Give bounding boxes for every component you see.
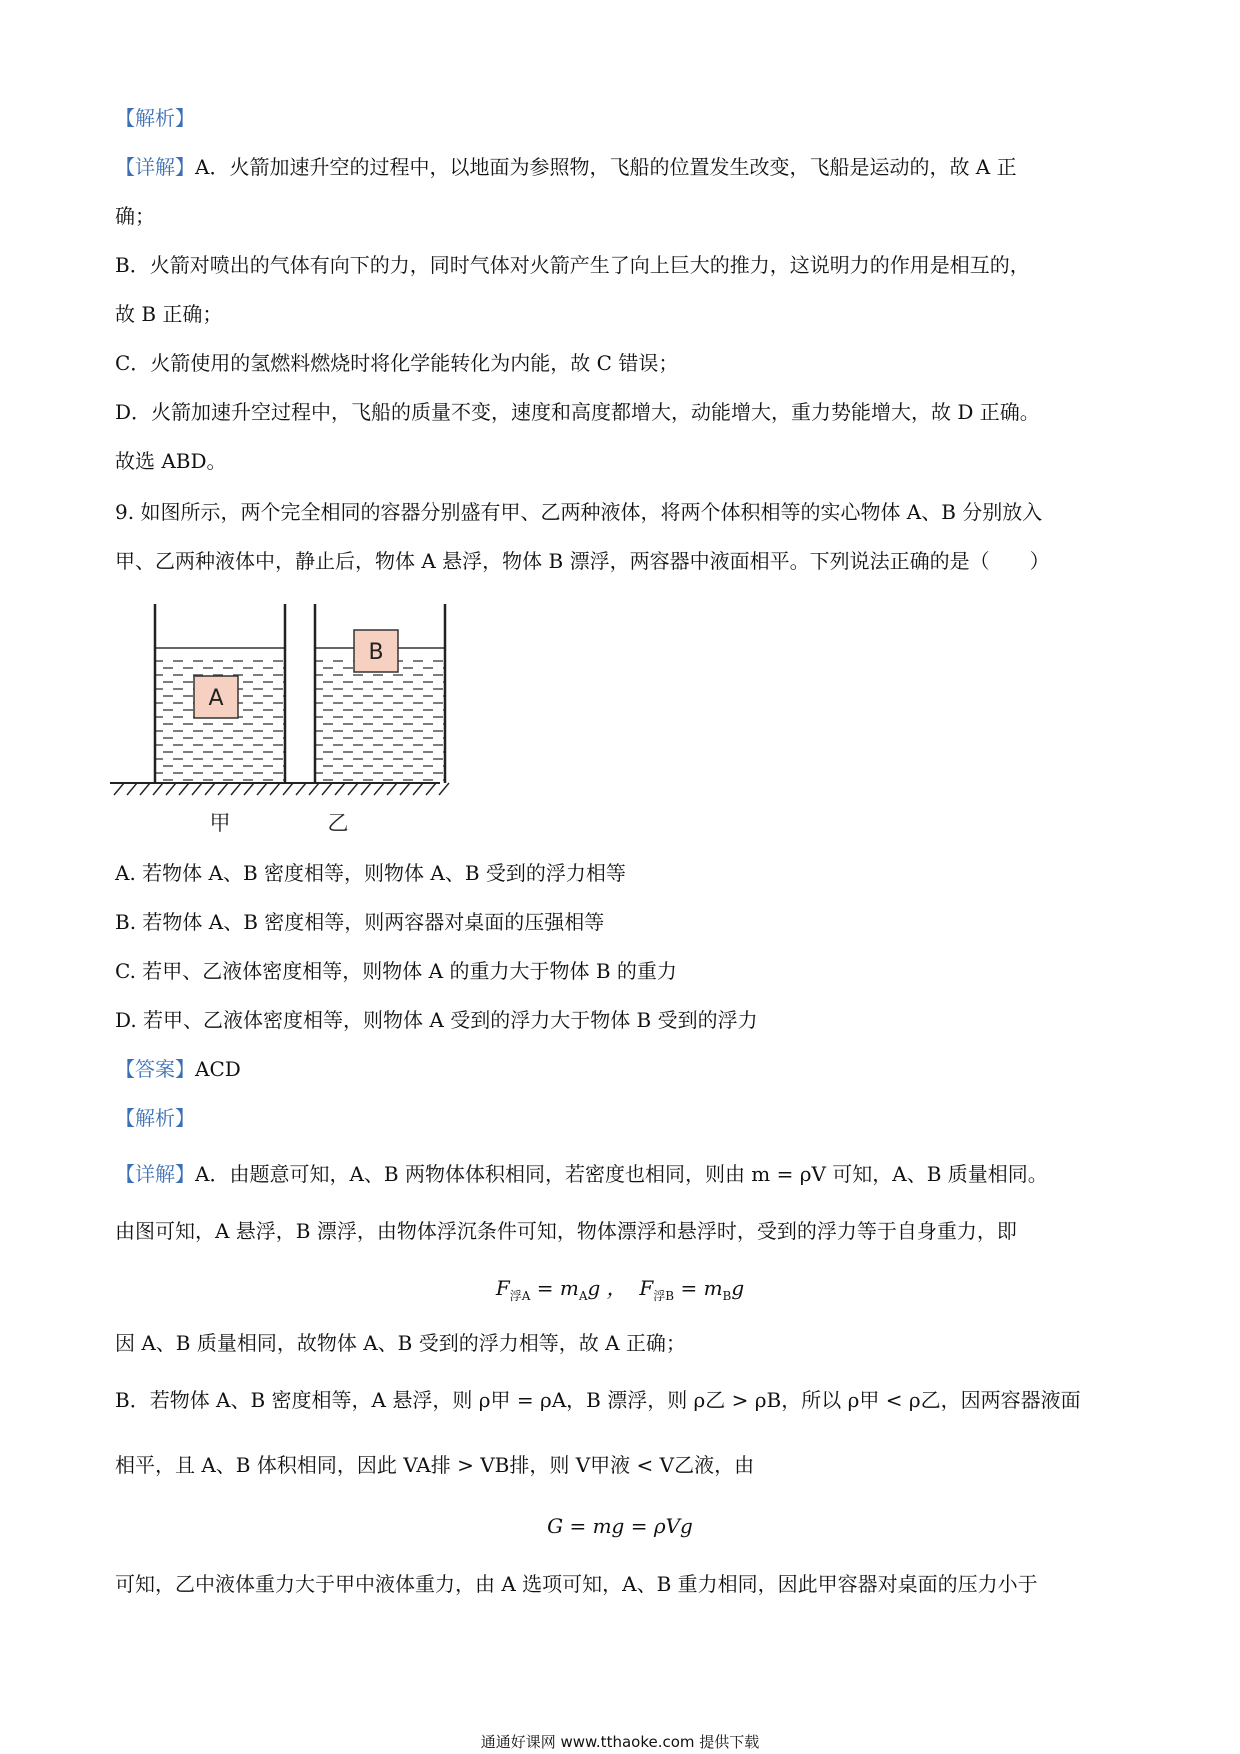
option-d: D. 若甲、乙液体密度相等，则物体 A 受到的浮力大于物体 B 受到的浮力 bbox=[115, 1008, 758, 1032]
detail-tag: 【详解】 bbox=[115, 155, 195, 179]
choose-line: 故选 ABD。 bbox=[115, 449, 227, 473]
containers-figure bbox=[110, 598, 490, 838]
detail-a-text: A．火箭加速升空的过程中，以地面为参照物，飞船的位置发生改变，飞船是运动的，故 A 正 bbox=[195, 155, 1017, 179]
detail-d-line: D．火箭加速升空过程中，飞船的质量不变，速度和高度都增大，动能增大，重力势能增大，故 D 正确。 bbox=[115, 400, 1040, 424]
formula-m-sub: A bbox=[578, 1289, 588, 1303]
detail-line-1 bbox=[115, 1160, 1048, 1188]
detail-a-line-2: 确； bbox=[115, 204, 155, 228]
answer-value: ACD bbox=[195, 1057, 241, 1081]
detail-text-1: A．由题意可知，A、B 两物体体积相同，若密度也相同，则由 m = ρV 可知，A、B 质量相同。 bbox=[195, 1162, 1048, 1186]
formula-f2-sub: 浮B bbox=[653, 1289, 675, 1303]
block-b-label: B bbox=[368, 640, 384, 665]
detail-c-line: C．火箭使用的氢燃料燃烧时将化学能转化为内能，故 C 错误； bbox=[115, 351, 679, 375]
label-yi: 乙 bbox=[327, 811, 349, 835]
formula-f2: F bbox=[639, 1276, 654, 1300]
block-a-label: A bbox=[208, 686, 224, 711]
analysis-tag-q9: 【解析】 bbox=[115, 1106, 195, 1130]
hatch-mark bbox=[270, 783, 280, 795]
analysis-tag: 【解析】 bbox=[115, 106, 195, 130]
hatch-mark bbox=[335, 783, 345, 795]
formula-f-sub: 浮A bbox=[509, 1289, 531, 1303]
hatch-mark bbox=[231, 783, 241, 795]
formula-buoyancy bbox=[0, 1273, 1240, 1311]
detail-b-line-2: 故 B 正确； bbox=[115, 302, 223, 326]
detail-a-line-1 bbox=[115, 153, 1017, 181]
block-a bbox=[194, 676, 238, 718]
hatch-mark bbox=[218, 783, 228, 795]
hatch-mark bbox=[166, 783, 176, 795]
hatch-mark bbox=[244, 783, 254, 795]
answer-line bbox=[115, 1055, 241, 1083]
hatch-mark bbox=[413, 783, 423, 795]
block-b bbox=[354, 630, 398, 672]
label-jia: 甲 bbox=[209, 811, 231, 835]
hatch-mark bbox=[296, 783, 306, 795]
detail-line-3: 因 A、B 质量相同，故物体 A、B 受到的浮力相等，故 A 正确； bbox=[115, 1331, 686, 1355]
hatch-mark bbox=[153, 783, 163, 795]
formula-m2-sub: B bbox=[722, 1289, 732, 1303]
option-a: A. 若物体 A、B 密度相等，则物体 A、B 受到的浮力相等 bbox=[115, 861, 626, 885]
formula-g2: g bbox=[731, 1276, 745, 1300]
question-stem-line-1: 9. 如图所示，两个完全相同的容器分别盛有甲、乙两种液体，将两个体积相等的实心物体 A、B 分别放入 bbox=[115, 500, 1043, 524]
formula-g: g ， bbox=[587, 1276, 627, 1300]
hatch-mark bbox=[400, 783, 410, 795]
formula-m2: = m bbox=[674, 1276, 723, 1300]
hatch-mark bbox=[192, 783, 202, 795]
detail-line-4: B．若物体 A、B 密度相等，A 悬浮，则 ρ甲 = ρA，B 漂浮，则 ρ乙 > ρB，所以 ρ甲 < ρ乙，因两容器液面 bbox=[115, 1388, 1081, 1412]
hatch-mark bbox=[309, 783, 319, 795]
option-c: C. 若甲、乙液体密度相等，则物体 A 的重力大于物体 B 的重力 bbox=[115, 959, 677, 983]
detail-line-2: 由图可知，A 悬浮，B 漂浮，由物体浮沉条件可知，物体漂浮和悬浮时，受到的浮力等于自身重力，即 bbox=[115, 1219, 1017, 1243]
hatch-mark bbox=[348, 783, 358, 795]
page-footer: 通通好课网 www.tthaoke.com 提供下载 bbox=[480, 1733, 760, 1751]
answer-tag: 【答案】 bbox=[115, 1057, 195, 1081]
hatch-mark bbox=[205, 783, 215, 795]
hatch-mark bbox=[179, 783, 189, 795]
hatch-mark bbox=[283, 783, 293, 795]
formula-f: F bbox=[495, 1276, 510, 1300]
hatch-mark bbox=[114, 783, 124, 795]
detail-line-5: 相平，且 A、B 体积相同，因此 VA排 > VB排，则 V甲液 < V乙液，由 bbox=[115, 1453, 755, 1477]
formula-gravity: G = mg = ρVg bbox=[547, 1514, 693, 1538]
question-stem-line-2: 甲、乙两种液体中，静止后，物体 A 悬浮，物体 B 漂浮，两容器中液面相平。下列说法正确的是（ ） bbox=[115, 549, 1050, 573]
detail-line-6: 可知，乙中液体重力大于甲中液体重力，由 A 选项可知，A、B 重力相同，因此甲容器对桌面的压力小于 bbox=[115, 1572, 1038, 1596]
hatch-mark bbox=[140, 783, 150, 795]
hatch-mark bbox=[426, 783, 436, 795]
hatch-mark bbox=[257, 783, 267, 795]
hatch-mark bbox=[374, 783, 384, 795]
detail-b-line-1: B．火箭对喷出的气体有向下的力，同时气体对火箭产生了向上巨大的推力，这说明力的作用是相互的， bbox=[115, 253, 1030, 277]
hatch-mark bbox=[387, 783, 397, 795]
hatch-mark bbox=[439, 783, 449, 795]
hatch-mark bbox=[361, 783, 371, 795]
option-b: B. 若物体 A、B 密度相等，则两容器对桌面的压强相等 bbox=[115, 910, 605, 934]
formula-m: = m bbox=[530, 1276, 579, 1300]
hatch-mark bbox=[322, 783, 332, 795]
detail-tag-q9: 【详解】 bbox=[115, 1162, 195, 1186]
hatch-mark bbox=[127, 783, 137, 795]
ground-hatch bbox=[110, 783, 449, 795]
